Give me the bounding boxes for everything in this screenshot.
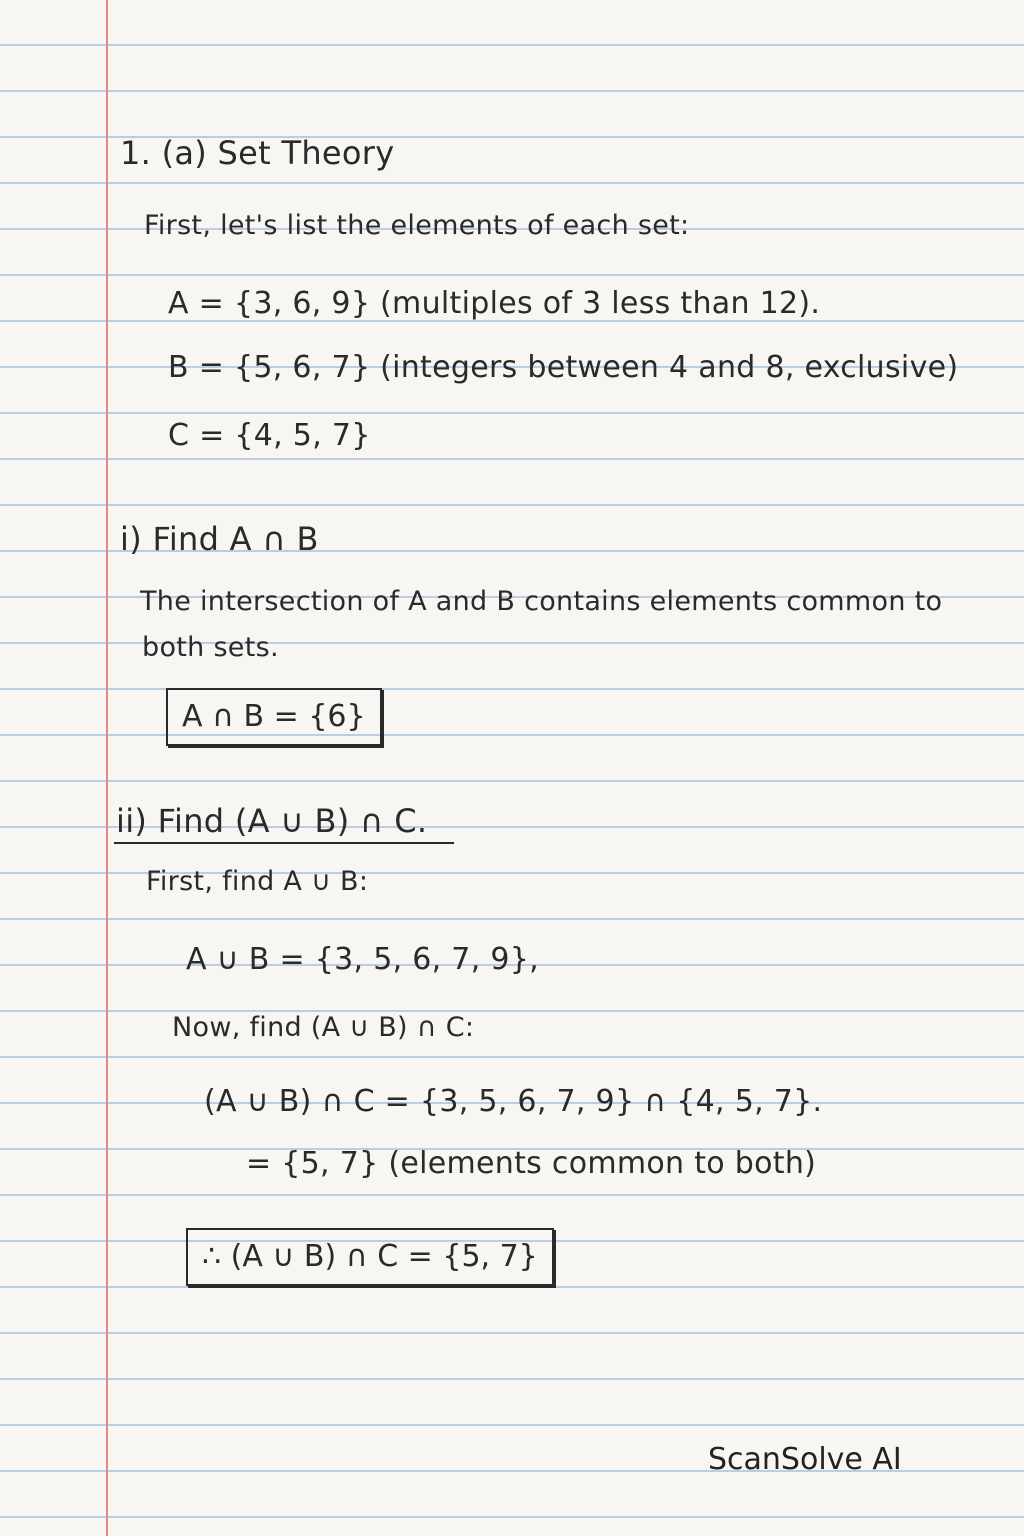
set-a-definition: A = {3, 6, 9} (multiples of 3 less than 12). [168,286,821,321]
part-ii-underline [114,842,454,844]
part-i-answer-box: A ∩ B = {6} [166,688,382,746]
part-ii-heading: ii) Find (A ∪ B) ∩ C. [116,802,428,840]
set-b-definition: B = {5, 6, 7} (integers between 4 and 8, exclusive) [168,350,959,385]
part-ii-answer-box: ∴ (A ∪ B) ∩ C = {5, 7} [186,1228,554,1286]
red-margin-line [106,0,108,1536]
part-ii-step2: Now, find (A ∪ B) ∩ C: [172,1012,475,1043]
set-c-definition: C = {4, 5, 7} [168,418,371,453]
part-i-heading: i) Find A ∩ B [120,520,319,558]
part-i-explanation-line1: The intersection of A and B contains elements common to [140,586,943,617]
union-result: A ∪ B = {3, 5, 6, 7, 9}, [186,942,539,977]
calc-line2: = {5, 7} (elements common to both) [246,1146,817,1181]
part-ii-step1: First, find A ∪ B: [146,866,369,897]
part-i-explanation-line2: both sets. [142,632,279,663]
calc-line1: (A ∪ B) ∩ C = {3, 5, 6, 7, 9} ∩ {4, 5, 7}. [204,1084,823,1119]
scansolve-watermark: ScanSolve AI [708,1442,902,1477]
intro-text: First, let's list the elements of each set: [144,210,690,241]
section-title: 1. (a) Set Theory [120,134,395,172]
